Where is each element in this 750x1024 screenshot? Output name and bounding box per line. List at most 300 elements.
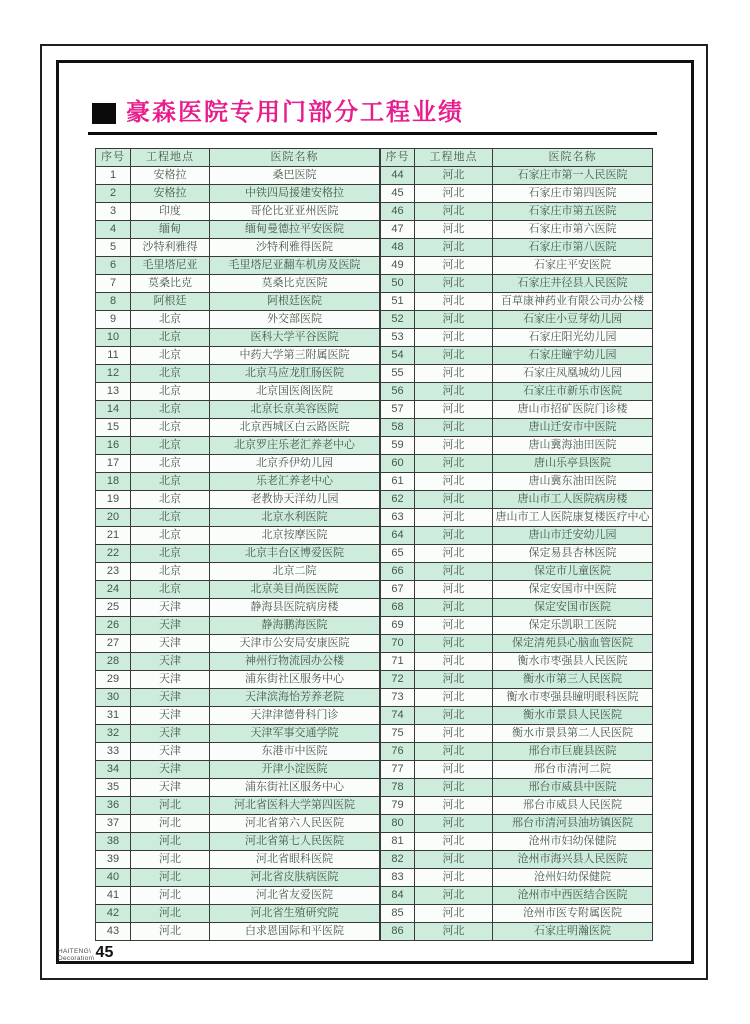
table-row [381, 869, 653, 887]
hospital-name: 邢台市威县中医院 [493, 779, 653, 797]
hospital-name: 河北省皮肤病医院 [210, 869, 380, 887]
table-row [96, 671, 380, 689]
hospital-name: 邢台市威县人民医院 [493, 797, 653, 815]
row-number: 71 [381, 653, 415, 671]
row-number: 16 [96, 437, 131, 455]
project-location: 河北 [131, 923, 210, 941]
row-number: 4 [96, 221, 131, 239]
row-number: 82 [381, 851, 415, 869]
table-row [381, 905, 653, 923]
row-number: 56 [381, 383, 415, 401]
hospital-name: 乐老汇养老中心 [210, 473, 380, 491]
table-row [96, 293, 380, 311]
table-row [381, 419, 653, 437]
project-location: 毛里塔尼亚 [131, 257, 210, 275]
row-number: 80 [381, 815, 415, 833]
row-number: 65 [381, 545, 415, 563]
table-row [381, 473, 653, 491]
table-row [381, 599, 653, 617]
table-row [96, 689, 380, 707]
table-header-row [381, 149, 653, 167]
row-number: 20 [96, 509, 131, 527]
row-number: 21 [96, 527, 131, 545]
project-location: 河北 [415, 491, 493, 509]
hospital-name: 石家庄市第八医院 [493, 239, 653, 257]
project-location: 天津 [131, 779, 210, 797]
project-location: 河北 [415, 455, 493, 473]
row-number: 35 [96, 779, 131, 797]
project-location: 河北 [415, 365, 493, 383]
project-location: 河北 [415, 635, 493, 653]
row-number: 22 [96, 545, 131, 563]
hospital-name: 莫桑比克医院 [210, 275, 380, 293]
row-number: 13 [96, 383, 131, 401]
project-location: 河北 [415, 797, 493, 815]
hospital-name: 天津津德骨科门诊 [210, 707, 380, 725]
project-location: 北京 [131, 437, 210, 455]
row-number: 34 [96, 761, 131, 779]
hospital-name: 衡水市枣强县瞳明眼科医院 [493, 689, 653, 707]
table-row [381, 545, 653, 563]
table-row [96, 797, 380, 815]
row-number: 45 [381, 185, 415, 203]
row-number: 62 [381, 491, 415, 509]
table-row [381, 923, 653, 941]
row-number: 68 [381, 599, 415, 617]
table-row [381, 311, 653, 329]
hospital-name: 唐山市招矿医院门诊楼 [493, 401, 653, 419]
table-row [381, 275, 653, 293]
hospital-name: 河北省第七人民医院 [210, 833, 380, 851]
hospital-name: 静海县医院病房楼 [210, 599, 380, 617]
hospital-name: 石家庄瞳宇幼儿园 [493, 347, 653, 365]
table-row [381, 761, 653, 779]
row-number: 2 [96, 185, 131, 203]
table-row [96, 329, 380, 347]
project-location: 安格拉 [131, 185, 210, 203]
row-number: 5 [96, 239, 131, 257]
hospital-name: 保定安国市中医院 [493, 581, 653, 599]
hospital-name: 北京国医阁医院 [210, 383, 380, 401]
row-number: 48 [381, 239, 415, 257]
hospital-name: 北京水利医院 [210, 509, 380, 527]
row-number: 6 [96, 257, 131, 275]
project-location: 北京 [131, 383, 210, 401]
project-location: 北京 [131, 329, 210, 347]
project-location: 北京 [131, 473, 210, 491]
header-hospital: 医院名称 [493, 149, 653, 167]
page-title: 豪森医院专用门部分工程业绩 [126, 99, 464, 126]
row-number: 29 [96, 671, 131, 689]
project-location: 河北 [415, 293, 493, 311]
hospital-name: 哥伦比亚亚州医院 [210, 203, 380, 221]
hospital-name: 石家庄市新乐市医院 [493, 383, 653, 401]
project-location: 天津 [131, 617, 210, 635]
hospital-name: 唐山市工人医院病房楼 [493, 491, 653, 509]
table-row [381, 185, 653, 203]
hospital-name: 石家庄小豆芽幼儿园 [493, 311, 653, 329]
table-row [96, 257, 380, 275]
hospital-name: 北京丰台区博爱医院 [210, 545, 380, 563]
row-number: 69 [381, 617, 415, 635]
project-location: 北京 [131, 365, 210, 383]
hospital-name: 河北省第六人民医院 [210, 815, 380, 833]
hospital-name: 老教协天洋幼儿园 [210, 491, 380, 509]
project-location: 天津 [131, 653, 210, 671]
title-bullet-square [92, 103, 116, 124]
row-number: 75 [381, 725, 415, 743]
hospital-name: 保定安国市医院 [493, 599, 653, 617]
project-location: 河北 [415, 563, 493, 581]
hospital-name: 沧州市妇幼保健院 [493, 833, 653, 851]
project-location: 河北 [415, 167, 493, 185]
hospital-name: 阿根廷医院 [210, 293, 380, 311]
row-number: 66 [381, 563, 415, 581]
row-number: 3 [96, 203, 131, 221]
project-location: 河北 [415, 887, 493, 905]
hospital-name: 河北省生殖研究院 [210, 905, 380, 923]
project-location: 河北 [415, 905, 493, 923]
hospital-name: 百草康神药业有限公司办公楼 [493, 293, 653, 311]
table-row [96, 707, 380, 725]
hospital-name: 邢台市清河二院 [493, 761, 653, 779]
table-row [381, 833, 653, 851]
project-location: 河北 [415, 923, 493, 941]
hospital-name: 浦东街社区服务中心 [210, 779, 380, 797]
hospital-name: 桑巴医院 [210, 167, 380, 185]
row-number: 78 [381, 779, 415, 797]
row-number: 59 [381, 437, 415, 455]
row-number: 24 [96, 581, 131, 599]
hospital-name: 医科大学平谷医院 [210, 329, 380, 347]
header-number: 序号 [381, 149, 415, 167]
table-row [96, 545, 380, 563]
hospital-name: 河北省友爱医院 [210, 887, 380, 905]
table-row [96, 815, 380, 833]
title-underline [88, 132, 657, 135]
table-row [96, 239, 380, 257]
hospital-name: 白求恩国际和平医院 [210, 923, 380, 941]
table-row [96, 581, 380, 599]
hospital-name: 衡水市枣强县人民医院 [493, 653, 653, 671]
row-number: 47 [381, 221, 415, 239]
table-row [96, 869, 380, 887]
hospital-name: 北京马应龙肛肠医院 [210, 365, 380, 383]
project-location: 河北 [415, 653, 493, 671]
project-location: 天津 [131, 671, 210, 689]
table-row [381, 815, 653, 833]
project-location: 北京 [131, 509, 210, 527]
project-location: 安格拉 [131, 167, 210, 185]
row-number: 39 [96, 851, 131, 869]
table-row [96, 509, 380, 527]
project-location: 河北 [415, 779, 493, 797]
table-row [96, 455, 380, 473]
project-location: 北京 [131, 401, 210, 419]
table-header-row [96, 149, 380, 167]
row-number: 72 [381, 671, 415, 689]
row-number: 37 [96, 815, 131, 833]
row-number: 81 [381, 833, 415, 851]
project-location: 河北 [415, 347, 493, 365]
hospital-name: 浦东街社区服务中心 [210, 671, 380, 689]
table-row [381, 689, 653, 707]
hospital-name: 石家庄市第六医院 [493, 221, 653, 239]
hospital-name: 保定市儿童医院 [493, 563, 653, 581]
hospital-name: 神州行物流园办公楼 [210, 653, 380, 671]
table-row [381, 383, 653, 401]
hospital-name: 缅甸曼德拉平安医院 [210, 221, 380, 239]
table-row [96, 347, 380, 365]
project-location: 北京 [131, 455, 210, 473]
project-location: 河北 [131, 797, 210, 815]
row-number: 84 [381, 887, 415, 905]
projects-table-right [380, 148, 653, 941]
hospital-name: 石家庄平安医院 [493, 257, 653, 275]
table-row [381, 725, 653, 743]
table-row [381, 167, 653, 185]
table-row [96, 419, 380, 437]
project-location: 河北 [415, 527, 493, 545]
row-number: 32 [96, 725, 131, 743]
table-row [96, 365, 380, 383]
hospital-name: 北京二院 [210, 563, 380, 581]
hospital-name: 衡水市景县人民医院 [493, 707, 653, 725]
project-location: 河北 [415, 671, 493, 689]
table-row [96, 491, 380, 509]
row-number: 57 [381, 401, 415, 419]
row-number: 83 [381, 869, 415, 887]
project-location: 河北 [131, 905, 210, 923]
hospital-name: 邢台市清河县油坊镇医院 [493, 815, 653, 833]
hospital-name: 石家庄阳光幼儿园 [493, 329, 653, 347]
page-footer [58, 944, 113, 962]
table-row [381, 653, 653, 671]
row-number: 49 [381, 257, 415, 275]
project-location: 河北 [415, 815, 493, 833]
hospital-name: 沧州妇幼保健院 [493, 869, 653, 887]
table-row [96, 635, 380, 653]
hospital-name: 北京乔伊幼儿园 [210, 455, 380, 473]
project-location: 河北 [131, 851, 210, 869]
project-location: 河北 [415, 329, 493, 347]
project-location: 莫桑比克 [131, 275, 210, 293]
project-location: 河北 [415, 851, 493, 869]
hospital-name: 邢台市巨鹿县医院 [493, 743, 653, 761]
projects-table-area [95, 148, 653, 941]
table-row [96, 203, 380, 221]
row-number: 60 [381, 455, 415, 473]
project-location: 河北 [131, 869, 210, 887]
project-location: 北京 [131, 581, 210, 599]
hospital-name: 北京西城区白云路医院 [210, 419, 380, 437]
brand-line2: Decoration\ [58, 955, 95, 962]
table-row [96, 923, 380, 941]
row-number: 25 [96, 599, 131, 617]
table-row [381, 779, 653, 797]
hospital-name: 北京长京美容医院 [210, 401, 380, 419]
table-row [96, 437, 380, 455]
table-row [381, 401, 653, 419]
project-location: 河北 [131, 833, 210, 851]
row-number: 31 [96, 707, 131, 725]
hospital-name: 唐山市迁安幼儿园 [493, 527, 653, 545]
hospital-name: 外交部医院 [210, 311, 380, 329]
hospital-name: 沧州市中西医结合医院 [493, 887, 653, 905]
page-number: 45 [95, 944, 114, 961]
row-number: 40 [96, 869, 131, 887]
hospital-name: 静海鹏海医院 [210, 617, 380, 635]
table-row [96, 851, 380, 869]
table-row [381, 365, 653, 383]
table-row [381, 707, 653, 725]
row-number: 43 [96, 923, 131, 941]
table-row [96, 221, 380, 239]
header-location: 工程地点 [415, 149, 493, 167]
row-number: 7 [96, 275, 131, 293]
project-location: 河北 [415, 869, 493, 887]
row-number: 41 [96, 887, 131, 905]
table-row [381, 257, 653, 275]
project-location: 河北 [415, 689, 493, 707]
row-number: 36 [96, 797, 131, 815]
project-location: 河北 [131, 815, 210, 833]
brand-mark [58, 944, 95, 962]
hospital-name: 保定乐凯职工医院 [493, 617, 653, 635]
table-row [381, 239, 653, 257]
project-location: 河北 [415, 833, 493, 851]
project-location: 河北 [415, 437, 493, 455]
project-location: 河北 [415, 221, 493, 239]
row-number: 77 [381, 761, 415, 779]
table-row [96, 833, 380, 851]
table-row [96, 185, 380, 203]
project-location: 河北 [415, 203, 493, 221]
project-location: 北京 [131, 527, 210, 545]
table-row [96, 653, 380, 671]
row-number: 23 [96, 563, 131, 581]
table-row [381, 797, 653, 815]
hospital-name: 保定清苑县心脑血管医院 [493, 635, 653, 653]
project-location: 缅甸 [131, 221, 210, 239]
hospital-name: 保定易县杏林医院 [493, 545, 653, 563]
row-number: 14 [96, 401, 131, 419]
project-location: 天津 [131, 743, 210, 761]
hospital-name: 唐山冀东油田医院 [493, 473, 653, 491]
project-location: 北京 [131, 419, 210, 437]
row-number: 11 [96, 347, 131, 365]
table-row [96, 311, 380, 329]
hospital-name: 开津小淀医院 [210, 761, 380, 779]
hospital-name: 石家庄明瀚医院 [493, 923, 653, 941]
row-number: 74 [381, 707, 415, 725]
row-number: 73 [381, 689, 415, 707]
table-row [381, 581, 653, 599]
table-row [381, 851, 653, 869]
project-location: 天津 [131, 725, 210, 743]
table-row [96, 383, 380, 401]
table-row [96, 563, 380, 581]
hospital-name: 北京美目尚医医院 [210, 581, 380, 599]
table-row [96, 473, 380, 491]
row-number: 52 [381, 311, 415, 329]
project-location: 北京 [131, 347, 210, 365]
row-number: 54 [381, 347, 415, 365]
row-number: 19 [96, 491, 131, 509]
table-row [96, 905, 380, 923]
row-number: 70 [381, 635, 415, 653]
hospital-name: 北京按摩医院 [210, 527, 380, 545]
table-row [96, 167, 380, 185]
hospital-name: 唐山冀海油田医院 [493, 437, 653, 455]
row-number: 67 [381, 581, 415, 599]
project-location: 沙特利雅得 [131, 239, 210, 257]
row-number: 30 [96, 689, 131, 707]
table-row [96, 779, 380, 797]
hospital-name: 天津市公安局安康医院 [210, 635, 380, 653]
table-row [381, 635, 653, 653]
hospital-name: 石家庄市第四医院 [493, 185, 653, 203]
hospital-name: 沙特利雅得医院 [210, 239, 380, 257]
table-row [96, 599, 380, 617]
project-location: 河北 [415, 617, 493, 635]
project-location: 阿根廷 [131, 293, 210, 311]
table-row [96, 725, 380, 743]
project-location: 天津 [131, 761, 210, 779]
hospital-name: 石家庄市第一人民医院 [493, 167, 653, 185]
project-location: 河北 [415, 599, 493, 617]
header-number: 序号 [96, 149, 131, 167]
row-number: 12 [96, 365, 131, 383]
header-location: 工程地点 [131, 149, 210, 167]
project-location: 河北 [415, 761, 493, 779]
row-number: 1 [96, 167, 131, 185]
table-row [381, 671, 653, 689]
table-row [381, 455, 653, 473]
table-row [381, 491, 653, 509]
row-number: 63 [381, 509, 415, 527]
table-row [381, 293, 653, 311]
row-number: 76 [381, 743, 415, 761]
hospital-name: 毛里塔尼亚翻车机房及医院 [210, 257, 380, 275]
table-row [381, 617, 653, 635]
hospital-name: 河北省眼科医院 [210, 851, 380, 869]
table-row [96, 275, 380, 293]
table-row [96, 743, 380, 761]
table-row [381, 563, 653, 581]
project-location: 河北 [415, 401, 493, 419]
project-location: 河北 [415, 257, 493, 275]
table-row [381, 527, 653, 545]
project-location: 北京 [131, 491, 210, 509]
row-number: 42 [96, 905, 131, 923]
row-number: 53 [381, 329, 415, 347]
row-number: 8 [96, 293, 131, 311]
project-location: 北京 [131, 311, 210, 329]
row-number: 17 [96, 455, 131, 473]
project-location: 北京 [131, 545, 210, 563]
table-row [381, 509, 653, 527]
table-row [381, 221, 653, 239]
hospital-name: 石家庄凤凰城幼儿园 [493, 365, 653, 383]
row-number: 28 [96, 653, 131, 671]
row-number: 26 [96, 617, 131, 635]
row-number: 9 [96, 311, 131, 329]
hospital-name: 衡水市景县第二人民医院 [493, 725, 653, 743]
table-row [381, 329, 653, 347]
project-location: 天津 [131, 707, 210, 725]
hospital-name: 天津军事交通学院 [210, 725, 380, 743]
